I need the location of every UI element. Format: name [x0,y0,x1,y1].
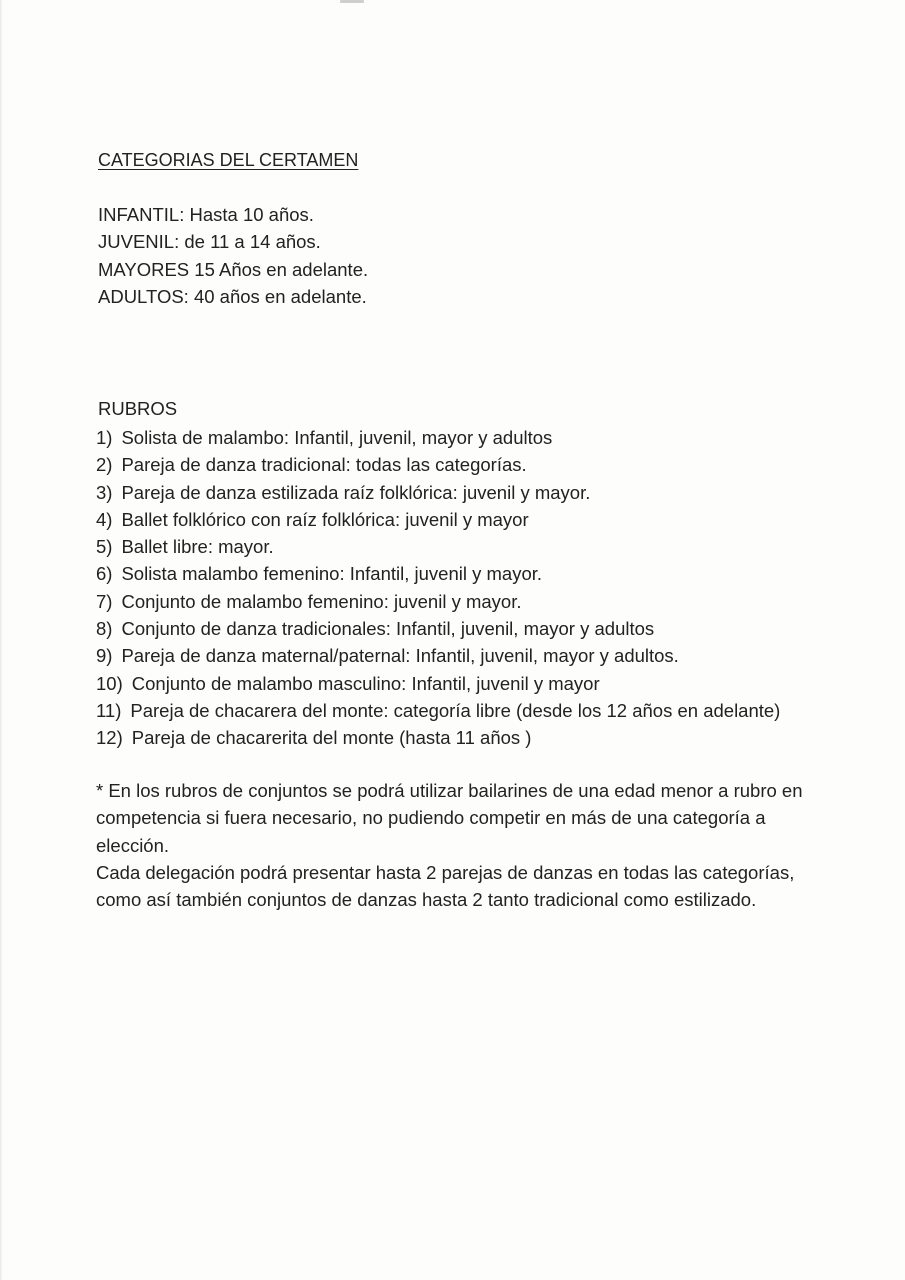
rubro-text: Conjunto de malambo femenino: juvenil y mayor. [121,590,522,612]
rubros-list [96,424,816,752]
rubro-number: 10) [96,672,123,694]
categories-list [98,201,368,310]
note-paragraph: Cada delegación podrá presentar hasta 2 parejas de danzas en todas las categorías, como así también conjuntos de danzas hasta 2 tanto tradicional como estilizado. [96,861,795,911]
rubro-number: 6) [96,563,113,585]
category-item: JUVENIL: de 11 a 14 años. [98,231,321,253]
rubro-text: Pareja de danza tradicional: todas las categorías. [121,454,527,476]
rubro-text: Solista malambo femenino: Infantil, juvenil y mayor. [121,563,543,585]
category-item: ADULTOS: 40 años en adelante. [98,285,367,307]
rubro-text: Conjunto de danza tradicionales: Infantil, juvenil, mayor y adultos [121,618,655,640]
rubro-number: 3) [96,481,113,503]
rubro-item [96,506,816,533]
rubro-item [96,588,816,615]
rubro-number: 2) [96,454,113,476]
rubro-item [96,560,816,587]
rubro-text: Ballet folklórico con raíz folklórica: juvenil y mayor [121,508,529,530]
rubro-item [96,615,816,642]
rubro-item [96,670,816,697]
rubro-text: Ballet libre: mayor. [121,536,274,558]
rubros-heading: RUBROS [98,398,178,419]
rubro-number: 7) [96,590,113,612]
rubro-item [96,451,816,478]
rubro-item [96,724,816,751]
rubro-number: 5) [96,536,113,558]
rubro-number: 4) [96,508,113,530]
rubro-number: 9) [96,645,113,667]
note-paragraph: * En los rubros de conjuntos se podrá utilizar bailarines de una edad menor a rubro en competencia si fuera necesario, no pudiendo competir en más de una categoría a elección. [96,780,803,856]
category-item: MAYORES 15 Años en adelante. [98,258,369,280]
rubro-item [96,642,816,669]
rubro-number: 12) [96,727,123,749]
document-title: CATEGORIAS DEL CERTAMEN [98,150,359,170]
rubro-number: 11) [96,699,122,721]
rubro-item [96,479,816,506]
rubro-text: Pareja de chacarera del monte: categoría libre (desde los 12 años en adelante) [130,699,781,721]
rubro-item [96,424,816,451]
rubro-text: Pareja de danza maternal/paternal: Infantil, juvenil, mayor y adultos. [121,645,679,667]
rubro-text: Pareja de chacarerita del monte (hasta 11 años ) [131,727,532,749]
rubro-number: 1) [96,427,113,448]
rubro-text: Conjunto de malambo masculino: Infantil, juvenil y mayor [131,672,600,694]
rubro-item [96,533,816,560]
category-item: INFANTIL: Hasta 10 años. [98,204,314,225]
rubro-text: Pareja de danza estilizada raíz folklórica: juvenil y mayor. [121,481,591,503]
notes-section [96,777,816,913]
rubro-number: 8) [96,618,113,640]
rubro-text: Solista de malambo: Infantil, juvenil, mayor y adultos [121,427,553,448]
rubro-item [96,697,816,724]
